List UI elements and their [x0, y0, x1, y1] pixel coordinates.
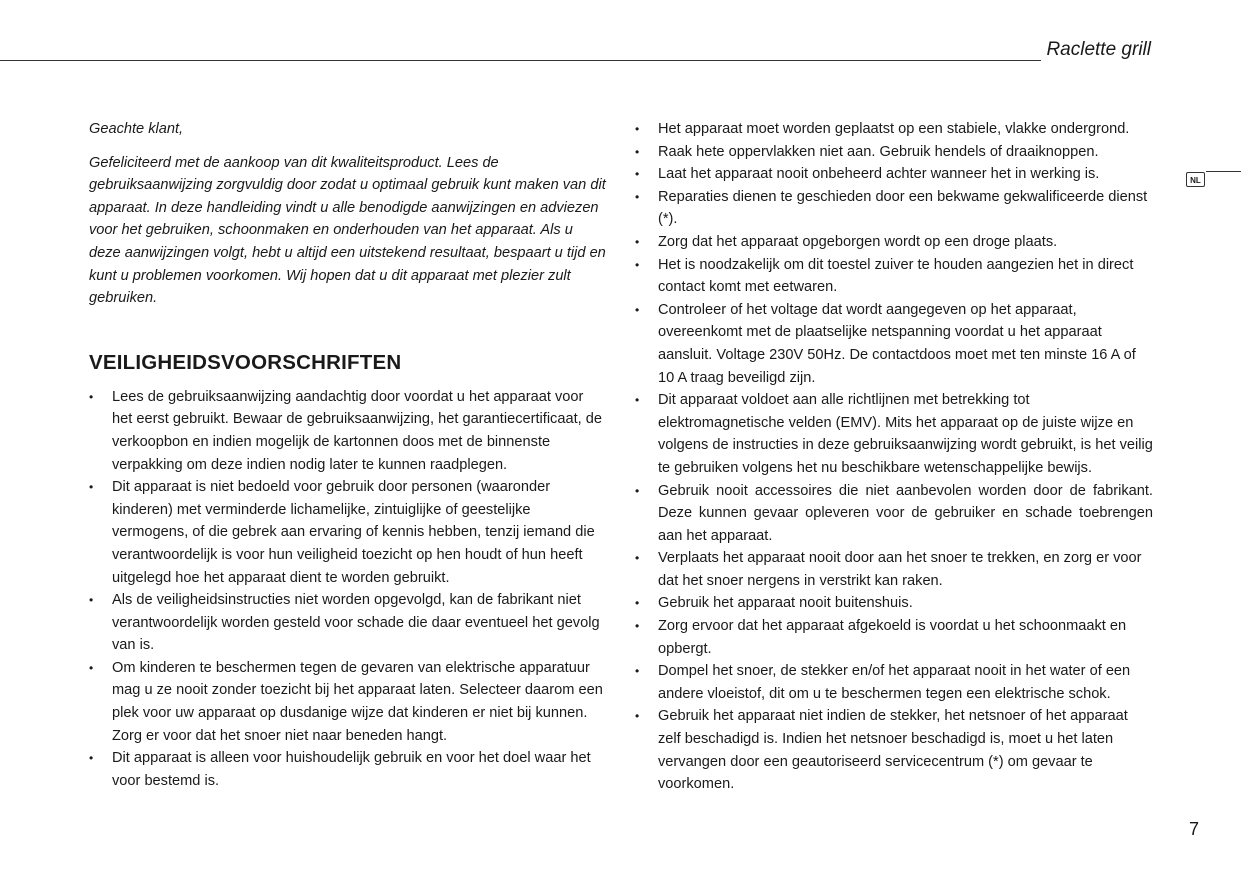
list-item: • Dompel het snoer, de stekker en/of het apparaat nooit in het water of een andere vloeistof, dit om u te beschermen tegen een elektrische schok. — [635, 660, 1153, 705]
language-badge: NL — [1186, 172, 1205, 187]
list-item: • Het apparaat moet worden geplaatst op een stabiele, vlakke ondergrond. — [635, 118, 1153, 141]
list-item: • Zorg ervoor dat het apparaat afgekoeld is voordat u het schoonmaakt en opbergt. — [635, 615, 1153, 660]
page-number: 7 — [1189, 819, 1200, 839]
list-item: • Zorg dat het apparaat opgeborgen wordt op een droge plaats. — [635, 231, 1153, 254]
header-rule — [0, 60, 1041, 61]
list-item: • Dit apparaat is alleen voor huishoudelijk gebruik en voor het doel waar het voor bestemd is. — [89, 747, 607, 792]
list-item: • Controleer of het voltage dat wordt aangegeven op het apparaat, overeenkomt met de plaatselijke netspanning voordat u het apparaat aansluit. Voltage 230V 50Hz. De contactdoos moet met ten minste 16 A of 10 A traag beveiligd zijn. — [635, 299, 1153, 389]
list-item: • Reparaties dienen te geschieden door een bekwame gekwalificeerde dienst (*). — [635, 186, 1153, 231]
language-tab-line — [1206, 171, 1241, 172]
left-column — [89, 118, 607, 792]
list-item: • Lees de gebruiksaanwijzing aandachtig door voordat u het apparaat voor het eerst gebruikt. Bewaar de gebruiksaanwijzing, het garantiecertificaat, de verkoopbon en indien mogelijk de kartonnen doos met de binnenste verpakking om deze indien nodig later te kunnen raadplegen. — [89, 386, 607, 476]
list-item: • Verplaats het apparaat nooit door aan het snoer te trekken, en zorg er voor dat het snoer nergens in verstrikt kan raken. — [635, 547, 1153, 592]
list-item: • Laat het apparaat nooit onbeheerd achter wanneer het in werking is. — [635, 163, 1153, 186]
list-item: • Om kinderen te beschermen tegen de gevaren van elektrische apparatuur mag u ze nooit zonder toezicht bij het apparaat laten. Selecteer daarom een plek voor uw apparaat op dusdanige wijze dat kinderen er niet bij kunnen. Zorg er voor dat het snoer niet naar beneden hangt. — [89, 657, 607, 747]
list-item: • Raak hete oppervlakken niet aan. Gebruik hendels of draaiknoppen. — [635, 141, 1153, 164]
greeting: Geachte klant, — [89, 121, 184, 137]
intro-paragraph: Gefeliciteerd met de aankoop van dit kwaliteitsproduct. Lees de gebruiksaanwijzing zorgvuldig door zodat u optimaal gebruik kunt maken van dit apparaat. In deze handleiding vindt u alle benodigde aanwijzingen en adviezen voor het gebruiken, schoonmaken en onderhouden van het apparaat. Als u deze aanwijzingen volgt, hebt u altijd een uitstekend resultaat, bespaart u tijd en kunt u problemen voorkomen. Wij hopen dat u dit apparaat met plezier zult gebruiken. — [89, 154, 606, 307]
list-item: • Als de veiligheidsinstructies niet worden opgevolgd, kan de fabrikant niet verantwoordelijk worden gesteld voor schade die daar eventueel het gevolg van is. — [89, 589, 607, 657]
right-column — [635, 118, 1153, 796]
document-title: Raclette grill — [1046, 39, 1151, 60]
section-title: VEILIGHEIDSVOORSCHRIFTEN — [89, 350, 402, 374]
safety-list-right — [635, 118, 1153, 796]
safety-list-left — [89, 386, 607, 793]
list-item: • Gebruik het apparaat nooit buitenshuis. — [635, 592, 1153, 615]
list-item: • Gebruik het apparaat niet indien de stekker, het netsnoer of het apparaat zelf beschadigd is. Indien het netsnoer beschadigd is, moet u het laten vervangen door een geautoriseerd servicecentrum (*) om gevaar te voorkomen. — [635, 705, 1153, 795]
list-item: • Dit apparaat is niet bedoeld voor gebruik door personen (waaronder kinderen) met verminderde lichamelijke, zintuiglijke of geestelijke vermogens, of die gebrek aan ervaring of kennis hebben, tenzij iemand die verantwoordelijk is voor hun veiligheid toezicht op hen houdt of hun heeft uitgelegd hoe het apparaat dient te worden gebruikt. — [89, 476, 607, 589]
list-item: • Dit apparaat voldoet aan alle richtlijnen met betrekking tot elektromagnetische velden (EMV). Mits het apparaat op de juiste wijze en volgens de instructies in deze gebruiksaanwijzing wordt gebruikt, is het veilig te gebruiken volgens het nu beschikbare wetenschappelijke bewijs. — [635, 389, 1153, 479]
list-item: • Het is noodzakelijk om dit toestel zuiver te houden aangezien het in direct contact komt met eetwaren. — [635, 254, 1153, 299]
list-item: • Gebruik nooit accessoires die niet aanbevolen worden door de fabrikant. Deze kunnen gevaar opleveren voor de gebruiker en schade toebrengen aan het apparaat. — [635, 480, 1153, 548]
